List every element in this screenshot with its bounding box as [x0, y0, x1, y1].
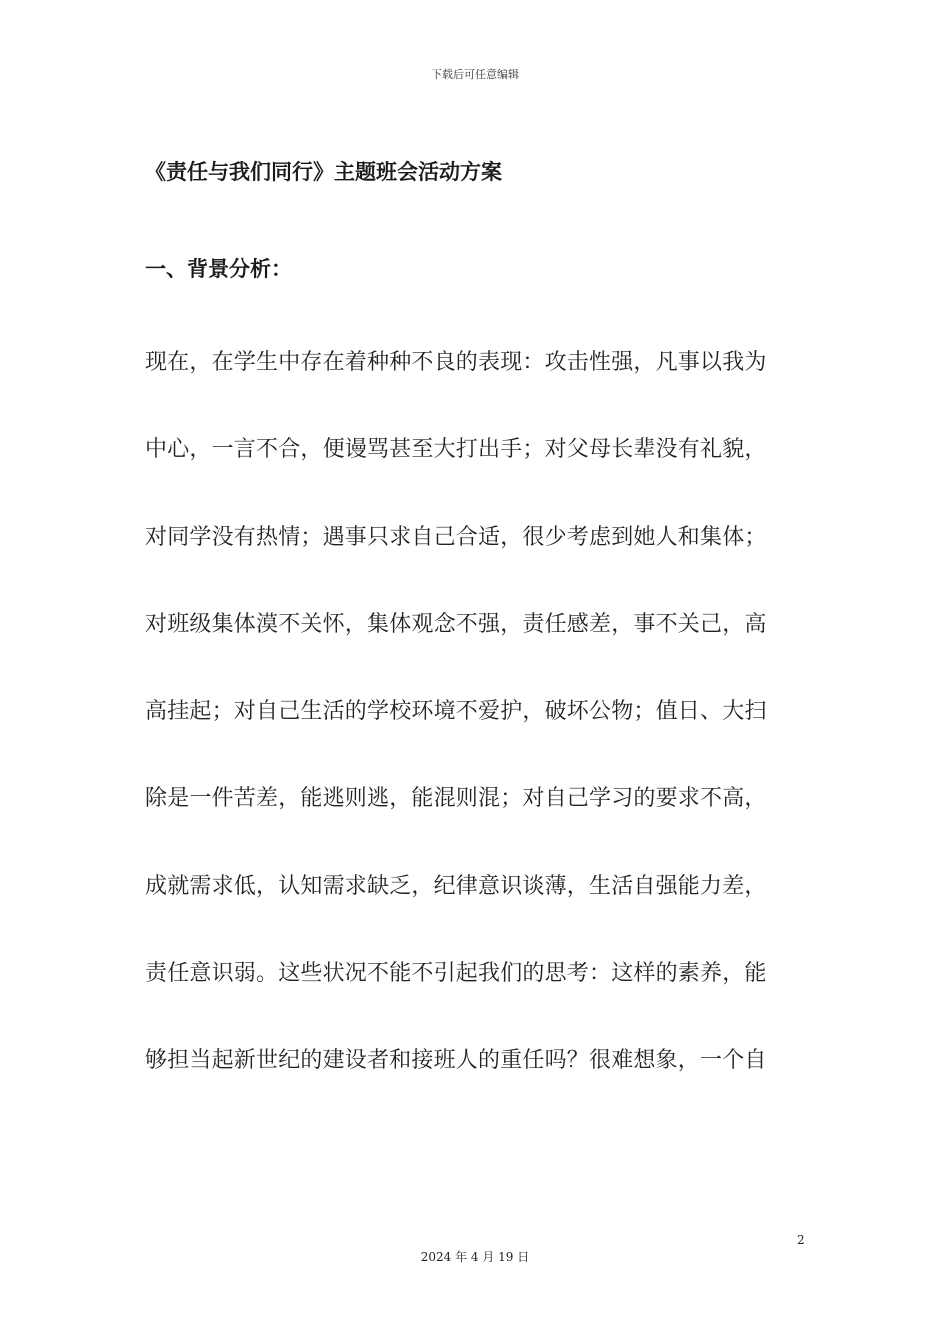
header-note: 下载后可任意编辑 — [431, 68, 519, 81]
body-line: 除是一件苦差，能逃则逃，能混则混；对自己学习的要求不高， — [145, 786, 767, 812]
body-line: 对同学没有热情；遇事只求自己合适，很少考虑到她人和集体； — [145, 524, 767, 550]
body-line: 成就需求低，认知需求缺乏，纪律意识谈薄，生活自强能力差， — [145, 873, 767, 899]
body-line: 中心，一言不合，便谩骂甚至大打出手；对父母长辈没有礼貌， — [145, 437, 767, 463]
body-line: 对班级集体漠不关怀，集体观念不强，责任感差，事不关己，高 — [145, 611, 767, 637]
body-line: 责任意识弱。这些状况不能不引起我们的思考：这样的素养，能 — [145, 961, 767, 987]
document-title: 《责任与我们同行》主题班会活动方案 — [145, 160, 502, 184]
body-line: 高挂起；对自己生活的学校环境不爱护，破坏公物；值日、大扫 — [145, 699, 767, 725]
section-heading: 一、背景分析： — [145, 257, 292, 281]
footer-date: 2024 年 4 月 19 日 — [420, 1250, 530, 1264]
body-line: 够担当起新世纪的建设者和接班人的重任吗？很难想象，一个自 — [145, 1048, 767, 1074]
body-paragraph — [145, 347, 805, 1133]
body-line: 现在，在学生中存在着种种不良的表现：攻击性强，凡事以我为 — [145, 350, 767, 375]
page-number: 2 — [797, 1233, 805, 1247]
